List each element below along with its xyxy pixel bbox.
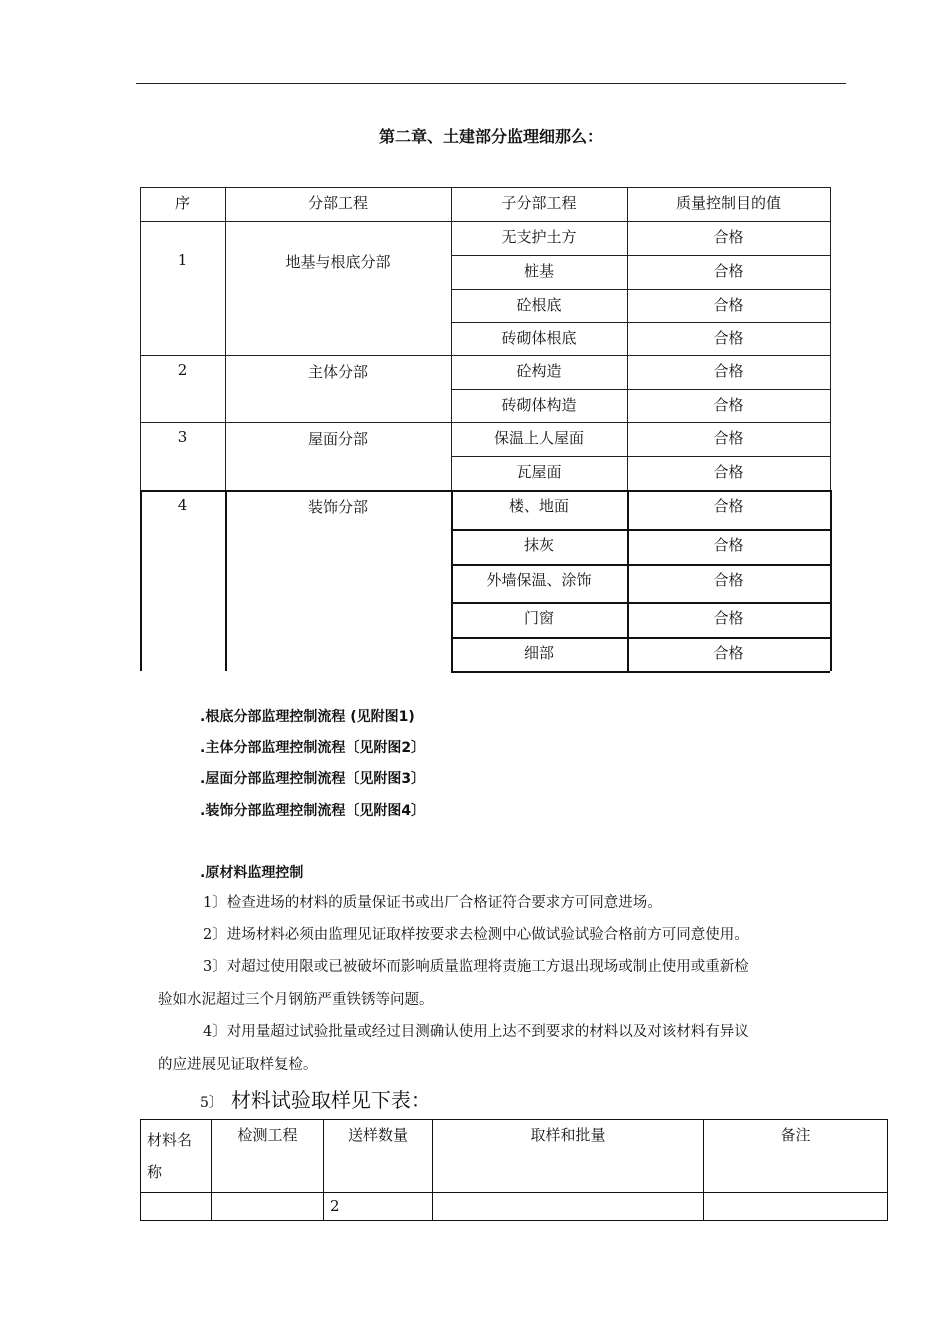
table-rule	[225, 422, 226, 490]
table-rule	[830, 289, 831, 322]
table2-cell: 2	[324, 1193, 433, 1221]
table-rule	[627, 490, 629, 529]
table-rule	[225, 355, 226, 422]
table-rule	[830, 255, 831, 289]
table-rule	[830, 456, 831, 490]
table-rule	[451, 322, 830, 323]
table-rule	[451, 322, 452, 355]
table-rule	[830, 602, 832, 637]
table-rule	[627, 322, 628, 355]
table-rule	[140, 187, 141, 221]
table-rule	[451, 456, 830, 457]
table-rule	[451, 671, 830, 673]
sub-division-name: 砖砌体构造	[501, 396, 577, 414]
table-rule	[451, 529, 830, 531]
group-number: 1	[177, 251, 188, 269]
material-sampling-table	[140, 1119, 888, 1221]
table-rule	[627, 187, 628, 221]
table-rule	[225, 221, 226, 355]
table-rule	[225, 187, 226, 221]
table-rule	[140, 355, 830, 356]
table-rule	[451, 187, 452, 221]
table-rule	[140, 355, 141, 422]
table-rule	[830, 529, 832, 564]
quality-target: 合格	[713, 497, 744, 515]
paragraph: 2〕进场材料必须由监理见证取样按要求去检测中心做试验试验合格前方可同意使用。	[203, 927, 749, 943]
quality-target: 合格	[713, 262, 744, 280]
table-rule	[451, 564, 453, 602]
quality-target: 合格	[713, 429, 744, 447]
table-header: 序	[174, 194, 190, 212]
table-rule	[140, 187, 830, 188]
table-rule	[627, 564, 629, 602]
quality-target: 合格	[713, 571, 744, 589]
group-name: 装饰分部	[307, 498, 368, 516]
table2-header: 送样数量	[324, 1120, 433, 1193]
paragraph: 的应进展见证取样复检。	[158, 1057, 318, 1073]
table-header: 质量控制目的值	[675, 194, 781, 212]
sample-heading	[200, 1084, 431, 1113]
table-rule	[451, 529, 453, 564]
materials-heading: .原材料监理控制	[200, 865, 304, 881]
table-rule	[225, 490, 227, 671]
chapter-title: 第二章、土建部分监理细那么：	[378, 127, 603, 146]
table-rule	[140, 221, 830, 222]
table2-header: 检测工程	[212, 1120, 324, 1193]
table-rule	[627, 255, 628, 289]
table-rule	[627, 602, 629, 637]
table-rule	[627, 389, 628, 422]
table-rule	[830, 422, 831, 456]
table-rule	[451, 255, 452, 289]
table-rule	[830, 389, 831, 422]
sub-division-name: 砖砌体根底	[501, 329, 577, 347]
table-rule	[451, 422, 452, 456]
table2-cell	[212, 1193, 324, 1221]
flow-item: .主体分部监理控制流程〔见附图2〕	[200, 740, 426, 756]
table-rule	[627, 637, 629, 671]
table-rule	[627, 456, 628, 490]
sub-division-name: 砼构造	[516, 362, 562, 380]
quality-target: 合格	[713, 296, 744, 314]
table-rule	[140, 422, 830, 423]
sub-division-name: 门窗	[523, 609, 554, 627]
flow-item: .装饰分部监理控制流程〔见附图4〕	[200, 803, 426, 819]
table2-header: 备注	[704, 1120, 888, 1193]
paragraph: 3〕对超过使用限或已被破坏而影响质量监理将责施工方退出现场或制止使用或重新检	[203, 959, 749, 975]
quality-target: 合格	[713, 329, 744, 347]
group-number: 4	[177, 496, 188, 514]
table-rule	[451, 221, 452, 255]
table-rule	[830, 187, 831, 221]
table2-header: 取样和批量	[433, 1120, 704, 1193]
table-rule	[451, 389, 830, 390]
table-rule	[451, 289, 452, 322]
table-rule	[830, 564, 832, 602]
table-rule	[140, 221, 141, 355]
table-rule	[627, 422, 628, 456]
group-number: 2	[177, 361, 188, 379]
sub-division-name: 桩基	[523, 262, 554, 280]
table-rule	[451, 564, 830, 566]
table-header: 分部工程	[307, 194, 368, 212]
paragraph: 验如水泥超过三个月钢筋严重铁锈等问题。	[158, 992, 434, 1008]
table-rule	[830, 322, 831, 355]
table-rule	[451, 355, 452, 389]
flow-item: .屋面分部监理控制流程〔见附图3〕	[200, 771, 426, 787]
table-rule	[451, 389, 452, 422]
group-name: 主体分部	[307, 363, 368, 381]
quality-target: 合格	[713, 644, 744, 662]
table2-cell	[433, 1193, 704, 1221]
quality-target: 合格	[713, 396, 744, 414]
table2-cell	[704, 1193, 888, 1221]
table-rule	[451, 255, 830, 256]
table-rule	[830, 355, 831, 389]
table-rule	[830, 490, 832, 529]
table-rule	[451, 602, 830, 604]
group-name: 屋面分部	[307, 430, 368, 448]
sub-division-name: 砼根底	[516, 296, 562, 314]
sample-heading-text: 材料试验取样见下表：	[230, 1088, 431, 1112]
table-rule	[140, 490, 142, 671]
table-rule	[451, 490, 453, 529]
quality-target: 合格	[713, 536, 744, 554]
table-rule	[627, 221, 628, 255]
sub-division-name: 瓦屋面	[516, 463, 562, 481]
table-rule	[451, 637, 830, 639]
flow-item: .根底分部监理控制流程 (见附图1)	[200, 709, 415, 725]
quality-target: 合格	[713, 228, 744, 246]
group-name: 地基与根底分部	[285, 253, 391, 271]
sub-division-name: 保温上人屋面	[493, 429, 584, 447]
table-rule	[627, 289, 628, 322]
sub-division-name: 无支护土方	[501, 228, 577, 246]
table2-header: 材料名称	[141, 1120, 212, 1193]
table-rule	[830, 637, 832, 671]
table-header: 子分部工程	[501, 194, 577, 212]
quality-target: 合格	[713, 609, 744, 627]
table-rule	[451, 637, 453, 671]
sub-division-name: 抹灰	[523, 536, 554, 554]
table-rule	[451, 456, 452, 490]
table-rule	[140, 490, 830, 492]
paragraph: 1〕检查进场的材料的质量保证书或出厂合格证符合要求方可同意进场。	[203, 895, 662, 911]
paragraph: 4〕对用量超过试验批量或经过目测确认使用上达不到要求的材料以及对该材料有异议	[203, 1024, 749, 1040]
group-number: 3	[177, 428, 188, 446]
table-rule	[627, 529, 629, 564]
sub-division-name: 外墙保温、涂饰	[486, 571, 592, 589]
sample-heading-number: 5〕	[200, 1095, 223, 1111]
sub-division-name: 楼、地面	[508, 497, 569, 515]
quality-target: 合格	[713, 362, 744, 380]
table-rule	[627, 355, 628, 389]
table-rule	[140, 422, 141, 490]
table-rule	[830, 221, 831, 255]
quality-target: 合格	[713, 463, 744, 481]
table2-cell	[141, 1193, 212, 1221]
table-rule	[451, 289, 830, 290]
table-rule	[451, 602, 453, 637]
sub-division-name: 细部	[523, 644, 554, 662]
